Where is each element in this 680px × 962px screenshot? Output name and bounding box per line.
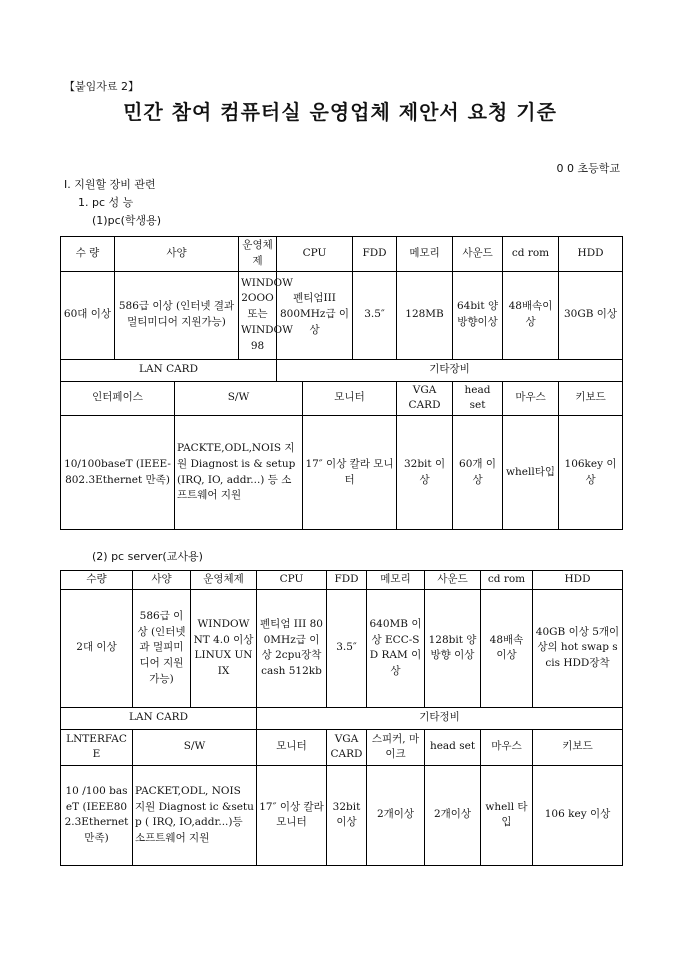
table-row xyxy=(61,571,623,590)
header-cell: 마우스 xyxy=(503,381,559,416)
cell: 128bit 양방향 이상 xyxy=(425,589,481,707)
cell: 펜티엄 III 800MHz급 이상 2cpu장착 cash 512kb xyxy=(257,589,327,707)
cell: 128MB xyxy=(397,271,453,359)
cell: 2개이상 xyxy=(367,765,425,865)
cell: 106 key 이상 xyxy=(533,765,623,865)
header-cell: 수 량 xyxy=(61,237,115,272)
cell: WINDOW NT 4.0 이상 LINUX UNIX xyxy=(191,589,257,707)
cell: 48배속이상 xyxy=(503,271,559,359)
server-spec-table xyxy=(60,570,623,866)
header-cell: 메모리 xyxy=(397,237,453,272)
school-name: 0 0 초등학교 xyxy=(556,162,620,175)
table-row xyxy=(61,765,623,865)
cell: whell 타입 xyxy=(481,765,533,865)
cell: 펜티엄III 800MHz급 이상 xyxy=(277,271,353,359)
cell: 2대 이상 xyxy=(61,589,133,707)
header-cell: 메모리 xyxy=(367,571,425,590)
cell: 64bit 양방향이상 xyxy=(453,271,503,359)
cell: 32bit 이상 xyxy=(397,416,453,530)
attachment-label: 【붙임자료 2】 xyxy=(64,80,139,93)
cell: 40GB 이상 5개이상의 hot swap scis HDD장착 xyxy=(533,589,623,707)
table-row xyxy=(61,381,623,416)
cell: whell타입 xyxy=(503,416,559,530)
cell: 3.5″ xyxy=(327,589,367,707)
header-cell: S/W xyxy=(133,729,257,765)
header-cell: cd rom xyxy=(503,237,559,272)
table-row xyxy=(61,237,623,272)
header-cell: 사양 xyxy=(115,237,239,272)
table-row xyxy=(61,271,623,359)
header-cell: 수량 xyxy=(61,571,133,590)
cell: 17″ 이상 칼라 모니터 xyxy=(257,765,327,865)
cell: 10 /100 baseT (IEEE802.3Ethernet만족) xyxy=(61,765,133,865)
header-cell: 운영체제 xyxy=(191,571,257,590)
header-cell: 모니터 xyxy=(303,381,397,416)
header-cell: 키보드 xyxy=(559,381,623,416)
header-cell: 인터페이스 xyxy=(61,381,175,416)
cell: 60대 이상 xyxy=(61,271,115,359)
header-cell: cd rom xyxy=(481,571,533,590)
cell: 586급 이상 (인터넷 결과 멀티미디어 지원가능) xyxy=(115,271,239,359)
header-cell: FDD xyxy=(327,571,367,590)
lan-card-heading: LAN CARD xyxy=(61,359,277,381)
cell: 640MB 이상 ECC-SD RAM 이상 xyxy=(367,589,425,707)
header-cell: VGA CARD xyxy=(327,729,367,765)
table-row xyxy=(61,707,623,729)
header-cell: CPU xyxy=(257,571,327,590)
cell: 586급 이상 (인터넷과 멀피미디어 지원 가능) xyxy=(133,589,191,707)
table-row xyxy=(61,589,623,707)
cell: 106key 이상 xyxy=(559,416,623,530)
section-heading: Ⅰ. 지원할 장비 관련 xyxy=(64,178,156,191)
cell: WINDOW 2OOO 또는 WINDOW 98 xyxy=(239,271,277,359)
header-cell: LNTERFACE xyxy=(61,729,133,765)
other-equipment-heading: 기타정비 xyxy=(257,707,623,729)
header-cell: head set xyxy=(425,729,481,765)
lan-card-heading: LAN CARD xyxy=(61,707,257,729)
header-cell: HDD xyxy=(559,237,623,272)
cell: PACKET,ODL, NOIS 지원 Diagnost ic &setup ( IRQ, IO,addr...)등 소프트웨어 지원 xyxy=(133,765,257,865)
header-cell: 사운드 xyxy=(425,571,481,590)
cell: 48배속 이상 xyxy=(481,589,533,707)
cell: 10/100baseT (IEEE-802.3Ethernet 만족) xyxy=(61,416,175,530)
cell: 32bit 이상 xyxy=(327,765,367,865)
cell: 30GB 이상 xyxy=(559,271,623,359)
header-cell: VGA CARD xyxy=(397,381,453,416)
header-cell: CPU xyxy=(277,237,353,272)
header-cell: 모니터 xyxy=(257,729,327,765)
subsection-heading: 1. pc 성 능 xyxy=(78,196,134,209)
document-title: 민간 참여 컴퓨터실 운영업체 제안서 요청 기준 xyxy=(123,100,557,124)
cell: PACKTE,ODL,NOIS 지원 Diagnost is & setup (IRQ, IO, addr...) 등 소프트웨어 지원 xyxy=(175,416,303,530)
table-row xyxy=(61,359,623,381)
header-cell: 키보드 xyxy=(533,729,623,765)
cell: 60개 이상 xyxy=(453,416,503,530)
table-row xyxy=(61,729,623,765)
header-cell: S/W xyxy=(175,381,303,416)
header-cell: 마우스 xyxy=(481,729,533,765)
cell: 2개이상 xyxy=(425,765,481,865)
header-cell: 사운드 xyxy=(453,237,503,272)
table-row xyxy=(61,416,623,530)
header-cell: 사양 xyxy=(133,571,191,590)
cell: 3.5″ xyxy=(353,271,397,359)
header-cell: 운영체제 xyxy=(239,237,277,272)
header-cell: 스피커, 마이크 xyxy=(367,729,425,765)
other-equipment-heading: 기타장비 xyxy=(277,359,623,381)
header-cell: head set xyxy=(453,381,503,416)
cell: 17″ 이상 칼라 모니터 xyxy=(303,416,397,530)
pc-student-label: (1)pc(학생용) xyxy=(92,214,162,227)
pc-spec-table xyxy=(60,236,623,530)
pc-server-label: (2) pc server(교사용) xyxy=(92,550,203,563)
header-cell: FDD xyxy=(353,237,397,272)
header-cell: HDD xyxy=(533,571,623,590)
